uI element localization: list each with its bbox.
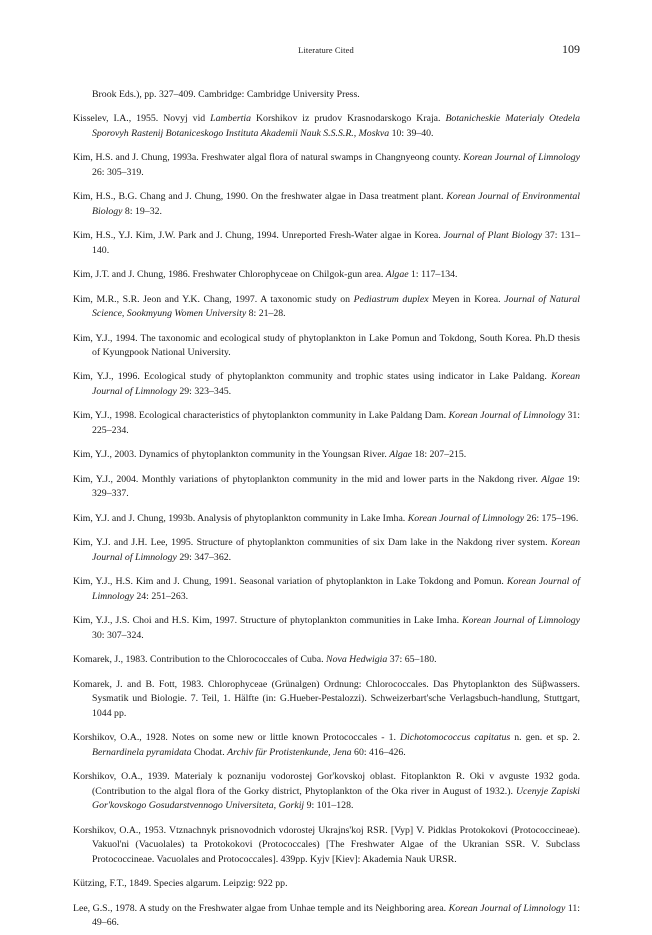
italic-title: Korean Journal of Limnology — [448, 410, 566, 422]
reference-text: n. gen. et sp. 2. — [510, 732, 581, 744]
italic-title: Korean Journal of Environmental Biology — [92, 191, 580, 217]
italic-title: Nova Hedwigia — [326, 654, 388, 666]
italic-title: Korean Journal of Limnology — [92, 576, 580, 602]
reference-list — [73, 78, 580, 935]
reference-text: Brook Eds.), pp. 327–409. Cambridge: Cambridge University Press. — [92, 88, 360, 100]
reference-entry — [73, 370, 580, 399]
reference-text: Kim, Y.J., 2004. Monthly variations of phytoplankton community in the mid and lower parts in the Nakdong river. — [73, 473, 542, 485]
page-header — [0, 42, 652, 58]
reference-entry — [73, 409, 580, 438]
reference-entry — [73, 293, 580, 322]
reference-text: 29: 347–362. — [176, 551, 232, 563]
reference-text: 60: 416–426. — [351, 746, 406, 758]
italic-title: Korean Journal of Limnology — [407, 512, 525, 524]
running-title: Literature Cited — [298, 45, 354, 55]
reference-text: Meyen in Korea. — [428, 293, 505, 305]
reference-entry — [73, 877, 580, 892]
reference-entry — [73, 151, 580, 180]
reference-entry — [73, 448, 580, 463]
reference-text: Korshikov, O.A., 1939. Materialy k poznaniju vodorostej Gor'kovskoj oblast. Fitoplankton R. Oki v avguste 1932 goda. (Contribution to the algal flora of the Gorky district, Phytoplankton of the Oka river in August of 1932.). — [73, 771, 580, 797]
reference-entry — [73, 653, 580, 668]
reference-entry — [73, 902, 580, 931]
italic-title: Korean Journal of Limnology — [448, 902, 566, 914]
reference-text: 10: 39–40. — [389, 127, 434, 139]
reference-text: Kisselev, I.A., 1955. Novyj vid — [73, 113, 211, 125]
reference-entry — [73, 190, 580, 219]
italic-title: Korean Journal of Limnology — [92, 537, 580, 563]
italic-title: Journal of Plant Biology — [443, 230, 543, 242]
reference-text: 19: 329–337. — [92, 473, 581, 500]
reference-entry — [73, 268, 580, 283]
reference-text: 29: 323–345. — [176, 386, 232, 398]
reference-text: 24: 251–263. — [133, 590, 189, 602]
reference-text: Kim, H.S., B.G. Chang and J. Chung, 1990. On the freshwater algae in Dasa treatment plant. — [73, 191, 447, 203]
italic-title: Pediastrum duplex — [353, 293, 429, 305]
reference-text: 9: 101–128. — [304, 800, 354, 812]
italic-title: Botanicheskie Materialy Otedela Sporovyh Rastenij Botaniceskogo Instituta Akademii Nauk S.S.S.R., Moskva — [92, 113, 580, 139]
reference-entry — [73, 731, 580, 760]
italic-title: Archiv für Protistenkunde, Jena — [227, 746, 352, 758]
reference-text: 26: 175–196. — [524, 512, 579, 524]
italic-title: Lambertia — [210, 113, 251, 125]
reference-entry — [73, 770, 580, 814]
reference-text: Kim, Y.J., 2003. Dynamics of phytoplankton community in the Youngsan River. — [73, 449, 390, 461]
italic-title: Korean Journal of Limnology — [92, 371, 580, 398]
reference-text: 11: 49–66. — [92, 902, 580, 929]
reference-text: Kim, Y.J. and J. Chung, 1993b. Analysis of phytoplankton community in Lake Imha. — [73, 512, 408, 524]
reference-text: 1: 117–134. — [408, 269, 458, 281]
reference-text: Korshikov, O.A., 1953. Vtznachnyk prisnovodnich vdorostej Ukrajns'koj RSR. [Vyp] V. Pidklas Protokokovi (Protococcineae). Vakuol'ni (Vacuolales) ta Protokokovi (Protococcales) [The Freshwater Algae of the Ukranian SSR. V. Subclass Protococcineae. Vacuolales and Protococcales]. 439pp. Kyjv [Kiev]: Akademia Nauk URSR. — [73, 824, 580, 865]
reference-text: Kim, Y.J. and J.H. Lee, 1995. Structure of phytoplankton communities of six Dam lake in the Nakdong river system. — [73, 537, 551, 549]
reference-text: Kim, Y.J., 1994. The taxonomic and ecological study of phytoplankton in Lake Pomun and Tokdong, South Korea. Ph.D thesis of Kyungpook National University. — [73, 332, 580, 359]
reference-text: Lee, G.S., 1978. A study on the Freshwater algae from Unhae temple and its Neighboring area. — [73, 902, 449, 914]
reference-entry — [73, 614, 580, 643]
reference-entry — [73, 512, 580, 527]
italic-title: Journal of Natural Science, Sookmyung Women University — [92, 293, 581, 320]
italic-title: Dichotomococcus capitatus — [399, 732, 511, 744]
reference-text: 8: 19–32. — [122, 205, 162, 217]
reference-text: 37: 65–180. — [387, 654, 437, 666]
reference-entry — [73, 678, 580, 722]
italic-title: Algae — [385, 269, 409, 281]
reference-text: Kim, M.R., S.R. Jeon and Y.K. Chang, 1997. A taxonomic study on — [73, 293, 354, 305]
reference-entry — [73, 575, 580, 604]
page-number: 109 — [562, 42, 580, 56]
reference-text: Kützing, F.T., 1849. Species algarum. Leipzig: 922 pp. — [73, 878, 288, 890]
reference-entry-continued — [73, 88, 580, 103]
reference-entry — [73, 112, 580, 141]
reference-text: Kim, Y.J., J.S. Choi and H.S. Kim, 1997. Structure of phytoplankton communities in Lake Imha. — [73, 615, 462, 627]
italic-title: Korean Journal of Limnology — [462, 615, 580, 627]
reference-entry — [73, 473, 580, 502]
reference-text: Kim, H.S., Y.J. Kim, J.W. Park and J. Chung, 1994. Unreported Fresh-Water algae in Korea. — [73, 230, 444, 242]
reference-text: Kim, Y.J., 1998. Ecological characteristics of phytoplankton community in Lake Paldang Dam. — [73, 410, 449, 422]
reference-text: 26: 305–319. — [92, 166, 144, 178]
reference-text: 8: 21–28. — [246, 308, 286, 320]
reference-text: 18: 207–215. — [412, 449, 467, 461]
italic-title: Algae — [389, 449, 413, 461]
italic-title: Algae — [541, 473, 565, 485]
reference-text: 31: 225–234. — [92, 410, 581, 437]
italic-title: Bernardinela pyramidata — [92, 746, 192, 758]
reference-text: Korshikov, O.A., 1928. Notes on some new or little known Protococcales - 1. — [73, 732, 400, 744]
italic-title: Ucenyje Zapiski Gor'kovskogo Gosudarstvennogo Universiteta, Gorkij — [92, 785, 580, 812]
reference-entry — [73, 536, 580, 565]
reference-text: Kim, Y.J., H.S. Kim and J. Chung, 1991. Seasonal variation of phytoplankton in Lake Tokdong and Pomun. — [73, 576, 507, 588]
reference-text: 37: 131–140. — [92, 230, 580, 256]
italic-title: Korean Journal of Limnology — [463, 152, 581, 164]
reference-text: Komarek, J., 1983. Contribution to the Chlorococcales of Cuba. — [73, 654, 327, 666]
reference-entry — [73, 332, 580, 361]
reference-text: Korshikov iz prudov Krasnodarskogo Kraja. — [251, 113, 446, 125]
reference-text: Kim, Y.J., 1996. Ecological study of phytoplankton community and trophic states using indicator in Lake Paldang. — [73, 371, 551, 383]
reference-text: Chodat. — [191, 746, 228, 758]
reference-text: 30: 307–324. — [92, 629, 144, 641]
reference-text: Kim, H.S. and J. Chung, 1993a. Freshwater algal flora of natural swamps in Changnyeong county. — [73, 152, 464, 164]
reference-text: Kim, J.T. and J. Chung, 1986. Freshwater Chlorophyceae on Chilgok-gun area. — [73, 269, 386, 281]
reference-text: Komarek, J. and B. Fott, 1983. Chlorophyceae (Grünalgen) Ordnung: Chlorococcales. Das Phytoplankton des Süβwassers. Sysmatik und Biologie. 7. Teil, 1. Hälfte (in: G.Hueber-Pestalozzi). Schweizerbart'sche Verlagsbuch-handlung, Stuttgart, 1044 pp. — [73, 678, 580, 719]
reference-entry — [73, 229, 580, 258]
reference-entry — [73, 824, 580, 868]
